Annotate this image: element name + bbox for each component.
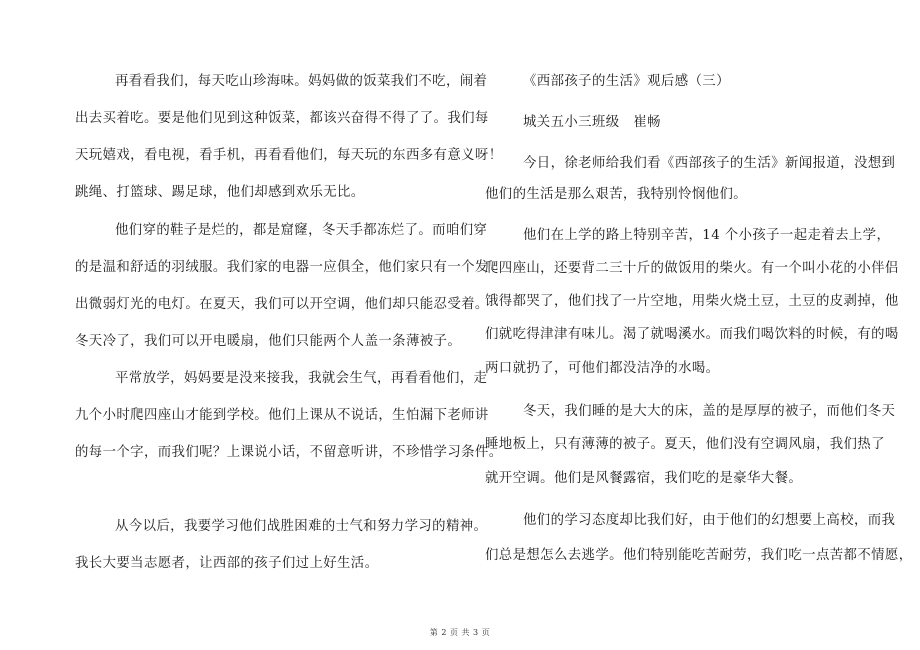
essay-title: 《西部孩子的生活》观后感（三） [523, 74, 730, 89]
paragraph-line: 我长大要当志愿者，让西部的孩子们过上好生活。 [75, 556, 379, 571]
paragraph-line: 他们的生活是那么艰苦，我特别怜悯他们。 [485, 187, 748, 202]
paragraph-line: 天玩嬉戏，看电视，看手机，再看看他们，每天玩的东西多有意义呀！ [75, 148, 503, 163]
paragraph-line: 他们穿的鞋子是烂的，都是窟窿，冬天手都冻烂了。而咱们穿 [115, 223, 488, 238]
paragraph-line: 就开空调。他们是风餐露宿，我们吃的是豪华大餐。 [485, 471, 803, 486]
paragraph-line: 从今以后，我要学习他们战胜困难的士气和努力学习的精神。 [115, 519, 488, 534]
paragraph-line: 他们的学习态度却比我们好，由于他们的幻想要上高校，而我 [523, 513, 896, 528]
paragraph-line: 九个小时爬四座山才能到学校。他们上课从不说话，生怕漏下老师讲 [75, 408, 489, 423]
paragraph-line: 跳绳、打篮球、踢足球，他们却感到欢乐无比。 [75, 185, 365, 200]
paragraph-line: 他们在上学的路上特别辛苦，14 个小孩子一起走着去上学， [523, 228, 891, 243]
paragraph-line: 们就吃得津津有味儿。渴了就喝溪水。而我们喝饮料的时候，有的喝 [485, 327, 899, 342]
paragraph-line: 再看看我们，每天吃山珍海味。妈妈做的饭菜我们不吃，闹着 [115, 74, 488, 89]
paragraph-line: 出微弱灯光的电灯。在夏天，我们可以开空调，他们却只能忍受着。 [75, 297, 489, 312]
paragraph-line: 今日，徐老师给我们看《西部孩子的生活》新闻报道，没想到 [523, 156, 896, 171]
paragraph-line: 平常放学，妈妈要是没来接我，我就会生气，再看看他们，走 [115, 371, 488, 386]
paragraph-line: 的每一个字，而我们呢？上课说小话，不留意听讲，不珍惜学习条件。 [75, 445, 503, 460]
paragraph-line: 的是温和舒适的羽绒服。我们家的电器一应俱全，他们家只有一个发 [75, 260, 489, 275]
paragraph-line: 两口就扔了，可他们都没洁净的水喝。 [485, 361, 720, 376]
paragraph-line: 冬天，我们睡的是大大的床，盖的是厚厚的被子，而他们冬天 [523, 404, 896, 419]
paragraph-line: 睡地板上，只有薄薄的被子。夏天，他们没有空调风扇，我们热了 [485, 437, 885, 452]
paragraph-line: 饿得都哭了，他们找了一片空地，用柴火烧土豆，土豆的皮剥掉，他 [485, 294, 899, 309]
paragraph-line: 出去买着吃。要是他们见到这种饭菜，都该兴奋得不得了了。我们每 [75, 111, 489, 126]
page-number-footer: 第 2 页 共 3 页 [429, 628, 491, 637]
essay-author: 城关五小三班级 崔畅 [523, 115, 661, 130]
paragraph-line: 爬四座山，还要背二三十斤的做饭用的柴火。有一个叫小花的小伴侣 [485, 261, 899, 276]
paragraph-line: 冬天冷了，我们可以开电暖扇，他们只能两个人盖一条薄被子。 [75, 334, 462, 349]
paragraph-line: 们总是想怎么去逃学。他们特别能吃苦耐劳，我们吃一点苦都不情愿， [485, 548, 913, 563]
